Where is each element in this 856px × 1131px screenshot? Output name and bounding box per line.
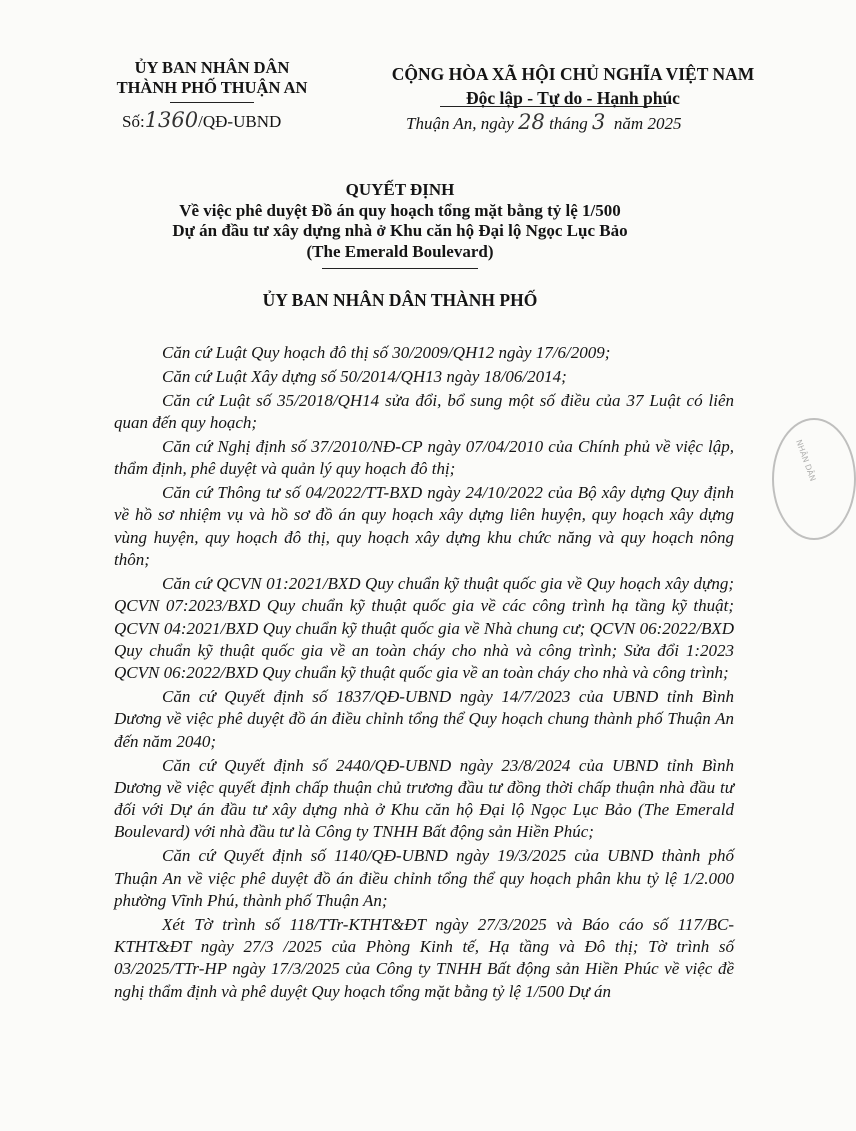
- legal-basis-paragraph: Căn cứ QCVN 01:2021/BXD Quy chuẩn kỹ thuật quốc gia về Quy hoạch xây dựng; QCVN 07:2023/BXD Quy chuẩn kỹ thuật quốc gia về các công trình hạ tầng kỹ thuật; QCVN 04:2021/BXD Quy chuẩn kỹ thuật quốc gia về Nhà chung cư; QCVN 06:2022/BXD Quy chuẩn kỹ thuật quốc gia về an toàn cháy cho nhà và công trình; Sửa đổi 1:2023 QCVN 06:2022/BXD Quy chuẩn kỹ thuật quốc gia về an toàn cháy cho nhà và công trình;: [114, 573, 734, 683]
- national-header: [356, 62, 790, 110]
- document-number: [122, 108, 281, 132]
- legal-basis-paragraph: Căn cứ Luật số 35/2018/QH14 sửa đổi, bổ sung một số điều của 37 Luật có liên quan đến quy hoạch;: [114, 390, 734, 433]
- national-title: CỘNG HÒA XÃ HỘI CHỦ NGHĨA VIỆT NAM: [391, 64, 755, 84]
- decision-subject-line-2: Dự án đầu tư xây dựng nhà ở Khu căn hộ Đại lộ Ngọc Lục Bảo: [172, 221, 628, 240]
- legal-basis: [114, 342, 734, 1005]
- decision-heading: QUYẾT ĐỊNH: [345, 180, 455, 199]
- decision-subject-line-1: Về việc phê duyệt Đồ án quy hoạch tổng mặt bằng tỷ lệ 1/500: [179, 200, 621, 220]
- legal-basis-paragraph: Xét Tờ trình số 118/TTr-KTHT&ĐT ngày 27/3/2025 và Báo cáo số 117/BC-KTHT&ĐT ngày 27/3 /2025 của Phòng Kinh tế, Hạ tầng và Đô thị; Tờ trình số 03/2025/TTr-HP ngày 17/3/2025 của Công ty TNHH Bất động sản Hiền Phúc về việc đề nghị thẩm định và phê duyệt Quy hoạch tổng mặt bằng tỷ lệ 1/500 Dự án: [114, 914, 734, 1001]
- legal-basis-paragraph: Căn cứ Quyết định số 1837/QĐ-UBND ngày 14/7/2023 của UBND tỉnh Bình Dương về việc phê duyệt đồ án điều chỉnh tổng thể Quy hoạch chung thành phố Thuận An đến năm 2040;: [114, 687, 734, 751]
- decision-authority: ỦY BAN NHÂN DÂN THÀNH PHỐ: [262, 290, 538, 310]
- decision-title: [60, 180, 740, 262]
- document-number-prefix: Số:: [122, 112, 145, 131]
- date-day: 28: [518, 110, 545, 134]
- document-number-suffix: /QĐ-UBND: [198, 112, 282, 131]
- document-number-handwritten: 1360: [144, 108, 199, 132]
- legal-basis-paragraph: Căn cứ Quyết định số 2440/QĐ-UBND ngày 23/8/2024 của UBND tỉnh Bình Dương về việc quyết định chấp thuận chủ trương đầu tư đồng thời chấp thuận nhà đầu tư đối với Dự án đầu tư xây dựng nhà ở Khu căn hộ Đại lộ Ngọc Lục Bảo (The Emerald Boulevard) với nhà đầu tư là Công ty TNHH Bất động sản Hiền Phúc;: [114, 755, 734, 842]
- authority-line-2: THÀNH PHỐ THUẬN AN: [116, 78, 308, 97]
- national-motto: Độc lập - Tự do - Hạnh phúc: [466, 88, 680, 108]
- date-year: năm 2025: [613, 114, 682, 133]
- place-date: [406, 110, 681, 134]
- date-prefix: Thuận An, ngày: [406, 114, 514, 133]
- partial-stamp-icon: [772, 418, 856, 540]
- decision-subject-line-3: (The Emerald Boulevard): [306, 241, 494, 261]
- issuing-authority: [96, 58, 328, 98]
- legal-basis-paragraph: Căn cứ Nghị định số 37/2010/NĐ-CP ngày 07/04/2010 của Chính phủ về việc lập, thẩm định, phê duyệt và quản lý quy hoạch đô thị;: [114, 436, 734, 479]
- authority-underline: [170, 102, 254, 103]
- legal-basis-paragraph: Căn cứ Luật Quy hoạch đô thị số 30/2009/QH12 ngày 17/6/2009;: [162, 343, 611, 362]
- title-underline: [322, 268, 478, 269]
- date-month-label: tháng: [549, 114, 588, 133]
- legal-basis-paragraph: Căn cứ Luật Xây dựng số 50/2014/QH13 ngày 18/06/2014;: [162, 366, 567, 386]
- date-month: 3: [592, 110, 606, 134]
- authority-line-1: ỦY BAN NHÂN DÂN: [134, 58, 290, 77]
- legal-basis-paragraph: Căn cứ Quyết định số 1140/QĐ-UBND ngày 19/3/2025 của UBND thành phố Thuận An về việc phê duyệt đồ án điều chỉnh tổng thể quy hoạch phân khu tỷ lệ 1/2.000 phường Vĩnh Phú, thành phố Thuận An;: [114, 846, 734, 910]
- motto-underline: [440, 106, 666, 107]
- legal-basis-paragraph: Căn cứ Thông tư số 04/2022/TT-BXD ngày 24/10/2022 của Bộ xây dựng Quy định về hồ sơ nhiệm vụ và hồ sơ đồ án quy hoạch xây dựng liên huyện, quy hoạch xây dựng vùng huyện, quy hoạch đô thị, quy hoạch xây dựng khu chức năng và quy hoạch nông thôn;: [114, 483, 734, 570]
- stamp-lettering: NHÂN DÂN: [794, 438, 818, 483]
